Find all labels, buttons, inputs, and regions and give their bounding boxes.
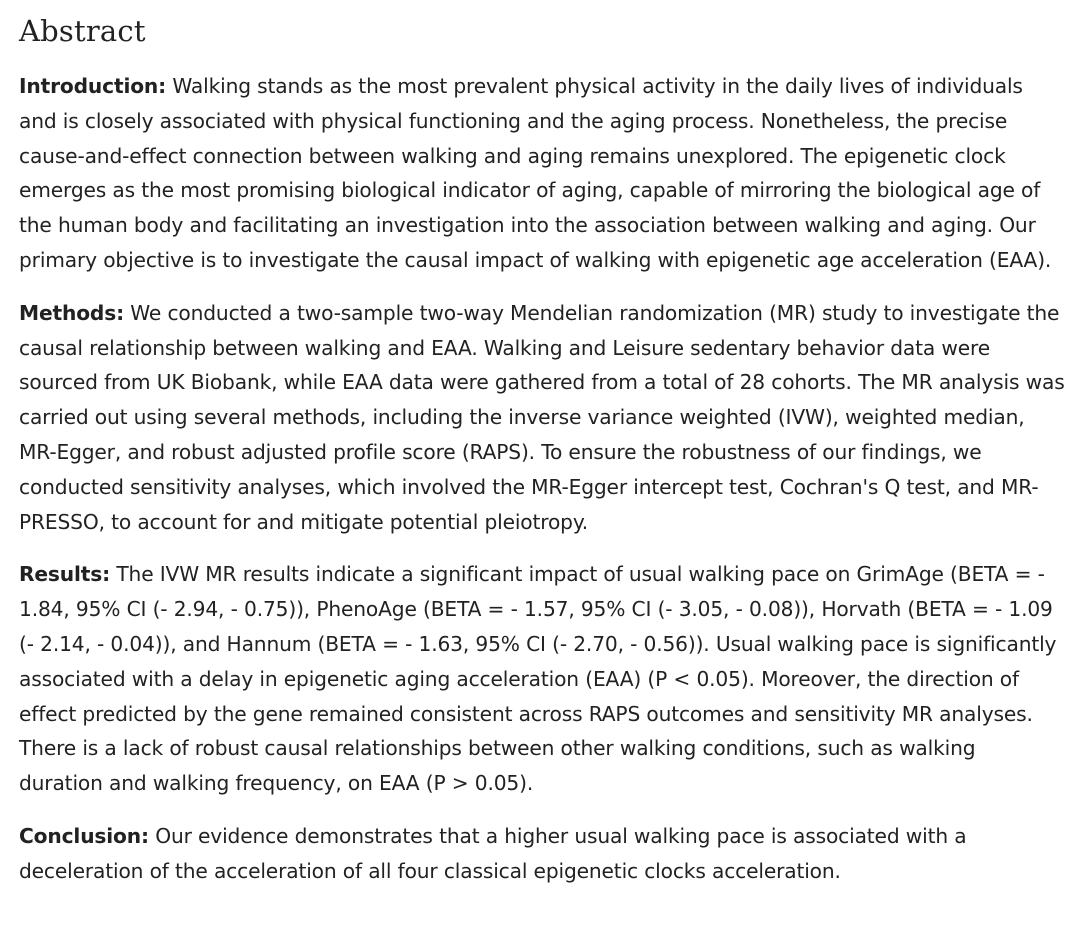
results-paragraph <box>19 557 1065 801</box>
methods-text: We conducted a two-sample two-way Mendelian randomization (MR) study to investigate the causal relationship between walking and EAA. Walking and Leisure sedentary behavior data were sourced from UK Biobank, while EAA data were gathered from a total of 28 cohorts. The MR analysis was carried out using several methods, including the inverse variance weighted (IVW), weighted median, MR-Egger, and robust adjusted profile score (RAPS). To ensure the robustness of our findings, we conducted sensitivity analyses, which involved the MR-Egger intercept test, Cochran's Q test, and MR-PRESSO, to account for and mitigate potential pleiotropy. <box>19 300 1065 534</box>
conclusion-text: Our evidence demonstrates that a higher usual walking pace is associated with a deceleration of the acceleration of all four classical epigenetic clocks acceleration. <box>19 823 967 883</box>
introduction-label: Introduction: <box>19 74 167 98</box>
introduction-paragraph <box>19 69 1065 278</box>
methods-label: Methods: <box>19 300 125 325</box>
methods-paragraph <box>19 296 1065 540</box>
introduction-text: Walking stands as the most prevalent physical activity in the daily lives of individuals and is closely associated with physical functioning and the aging process. Nonetheless, the precise cause-and-effect connection between walking and aging remains unexplored. The epigenetic clock emerges as the most promising biological indicator of aging, capable of mirroring the biological age of the human body and facilitating an investigation into the association between walking and aging. Our primary objective is to investigate the causal impact of walking with epigenetic age acceleration (EAA). <box>19 74 1052 272</box>
abstract-section <box>19 0 1065 889</box>
abstract-heading: Abstract <box>19 14 146 48</box>
results-label: Results: <box>19 562 111 587</box>
conclusion-label: Conclusion: <box>19 823 149 848</box>
results-text: The IVW MR results indicate a significant impact of usual walking pace on GrimAge (BETA = - 1.84, 95% CI (- 2.94, - 0.75)), PhenoAge (BETA = - 1.57, 95% CI (- 3.05, - 0.08)), Horvath (BETA = - 1.09 (- 2.14, - 0.04)), and Hannum (BETA = - 1.63, 95% CI (- 2.70, - 0.56)). Usual walking pace is significantly associated with a delay in epigenetic aging acceleration (EAA) (P < 0.05). Moreover, the direction of effect predicted by the gene remained consistent across RAPS outcomes and sensitivity MR analyses. There is a lack of robust causal relationships between other walking conditions, such as walking duration and walking frequency, on EAA (P > 0.05). <box>19 562 1057 796</box>
conclusion-paragraph <box>19 819 1065 889</box>
